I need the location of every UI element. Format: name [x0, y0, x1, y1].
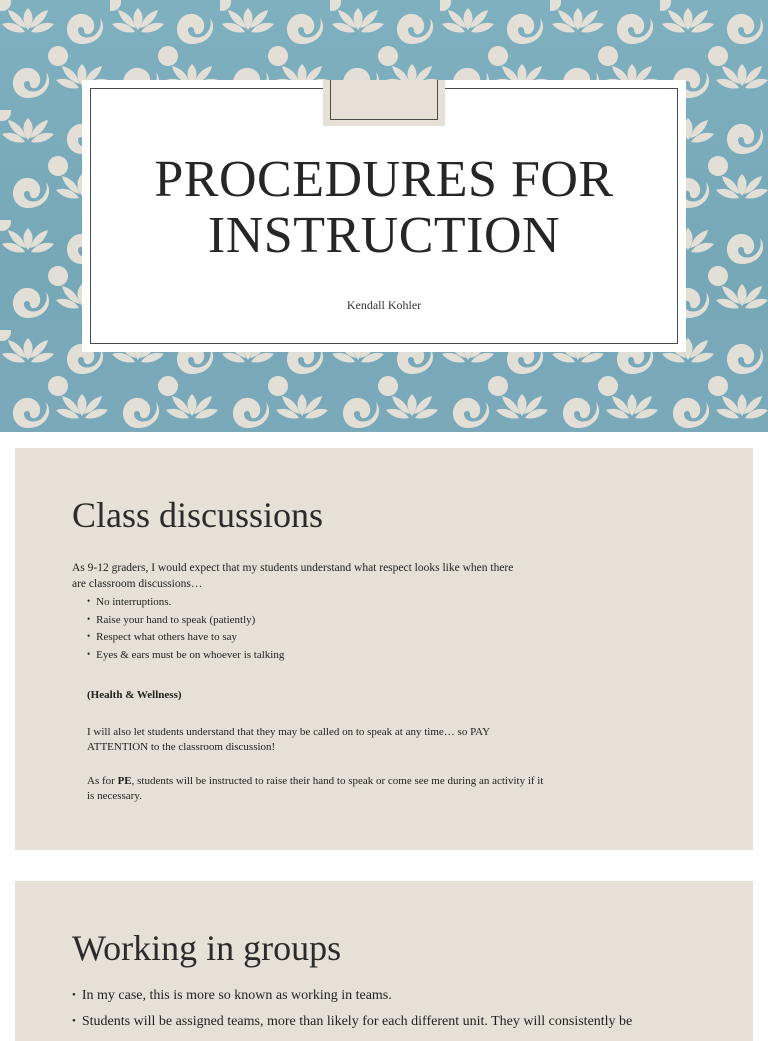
slide-heading: Class discussions — [72, 495, 324, 535]
title-line-1: PROCEDURES FOR — [154, 151, 614, 208]
list-item: • In my case, this is more so known as working in teams. — [72, 983, 672, 1009]
decorative-tab — [323, 80, 445, 126]
intro-paragraph: As 9-12 graders, I would expect that my students understand what respect looks like when there are classroom discussions… — [72, 562, 514, 590]
list-item: • Eyes & ears must be on whoever is talking — [87, 647, 284, 665]
slide-working-in-groups — [15, 881, 753, 1041]
list-item: • No interruptions. — [87, 594, 284, 612]
slide-class-discussions — [15, 448, 753, 850]
presentation-title — [102, 152, 666, 264]
groups-list — [72, 983, 672, 1035]
list-item: • Raise your hand to speak (patiently) — [87, 612, 284, 630]
list-item: • Students will be assigned teams, more than likely for each different unit. They will consistently be — [72, 1009, 672, 1035]
pe-paragraph: As for PE, students will be instructed to raise their hand to speak or come see me during an activity if it is necessary. — [87, 775, 544, 802]
title-line-2: INSTRUCTION — [207, 207, 561, 264]
title-card — [82, 80, 686, 352]
title-slide — [0, 0, 768, 432]
list-item: • Respect what others have to say — [87, 629, 284, 647]
slide-heading: Working in groups — [72, 928, 342, 968]
attention-paragraph: I will also let students understand that they may be called on to speak at any time… so PAY ATTENTION to the classroom discussion! — [87, 726, 491, 753]
subject-label: (Health & Wellness) — [87, 689, 182, 701]
rules-list — [87, 594, 284, 664]
author-name: Kendall Kohler — [346, 298, 422, 312]
